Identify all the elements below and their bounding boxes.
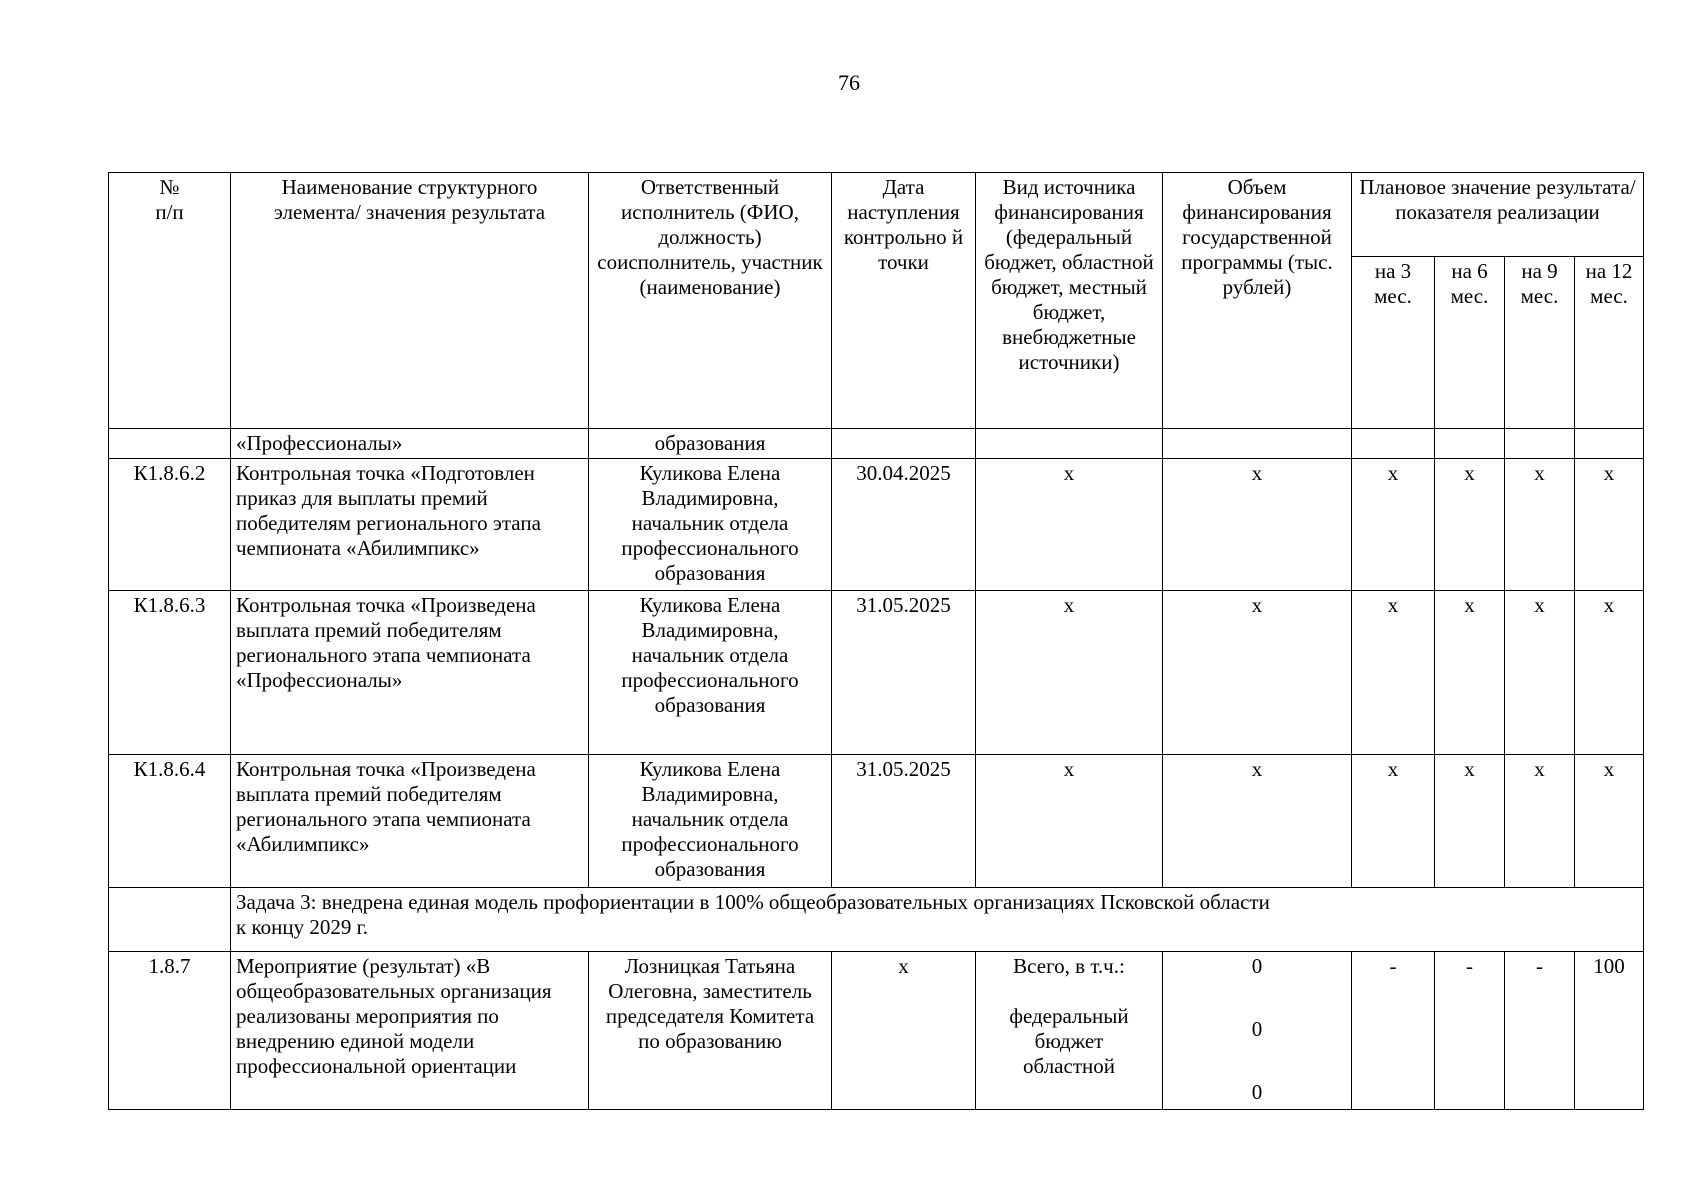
cell-m3: - bbox=[1352, 952, 1435, 1110]
source-regional: областной bbox=[1023, 1054, 1115, 1078]
continuation-row bbox=[109, 429, 1644, 459]
cell-source bbox=[976, 952, 1163, 1110]
cell-m9: - bbox=[1505, 952, 1575, 1110]
cell-m6: х bbox=[1435, 591, 1505, 755]
cell-m6: х bbox=[1435, 755, 1505, 888]
header-m3: на 3 мес. bbox=[1352, 257, 1435, 429]
cell-source: х bbox=[976, 755, 1163, 888]
cell-executor: образования bbox=[589, 429, 832, 459]
cell-date: 31.05.2025 bbox=[832, 591, 976, 755]
spacer bbox=[1168, 1042, 1346, 1080]
cell-m6: - bbox=[1435, 952, 1505, 1110]
cell-num: К1.8.6.4 bbox=[109, 755, 231, 888]
cell-name: Мероприятие (результат) «В общеобразовательных организация реализованы мероприятия по внедрению единой модели профессиональной ориентации bbox=[231, 952, 589, 1110]
cell-executor: Куликова Елена Владимировна, начальник отдела профессионального образования bbox=[589, 459, 832, 591]
cell-name: Контрольная точка «Произведена выплата премий победителям регионального этапа чемпионата «Профессионалы» bbox=[231, 591, 589, 755]
cell-m3: х bbox=[1352, 755, 1435, 888]
cell-volume bbox=[1163, 429, 1352, 459]
header-m9: на 9 мес. bbox=[1505, 257, 1575, 429]
cell-executor: Лозницкая Татьяна Олеговна, заместитель председателя Комитета по образованию bbox=[589, 952, 832, 1110]
cell-source: х bbox=[976, 591, 1163, 755]
cell-date: х bbox=[832, 952, 976, 1110]
cell-num bbox=[109, 888, 231, 952]
cell-source bbox=[976, 429, 1163, 459]
cell-source: х bbox=[976, 459, 1163, 591]
header-plan: Плановое значение результата/показателя реализации bbox=[1352, 173, 1644, 257]
header-volume: Объем финансирования государственной программы (тыс. рублей) bbox=[1163, 173, 1352, 429]
cell-m12: х bbox=[1575, 755, 1644, 888]
cell-m9: х bbox=[1505, 591, 1575, 755]
cell-date: 31.05.2025 bbox=[832, 755, 976, 888]
cell-volume: х bbox=[1163, 591, 1352, 755]
cell-name: Контрольная точка «Произведена выплата премий победителям регионального этапа чемпионата «Абилимпикс» bbox=[231, 755, 589, 888]
cell-m12 bbox=[1575, 429, 1644, 459]
cell-m9 bbox=[1505, 429, 1575, 459]
spacer bbox=[1168, 979, 1346, 1017]
cell-name: Контрольная точка «Подготовлен приказ для выплаты премий победителям регионального этапа чемпионата «Абилимпикс» bbox=[231, 459, 589, 591]
cell-m3: х bbox=[1352, 459, 1435, 591]
header-num: № п/п bbox=[109, 173, 231, 429]
task-row bbox=[109, 888, 1644, 952]
source-total: Всего, в т.ч.: bbox=[1013, 954, 1125, 978]
spacer bbox=[981, 979, 1157, 1004]
volume-federal: 0 bbox=[1251, 1017, 1263, 1041]
cell-m6: х bbox=[1435, 459, 1505, 591]
header-m6: на 6 мес. bbox=[1435, 257, 1505, 429]
cell-volume bbox=[1163, 952, 1352, 1110]
cell-m6 bbox=[1435, 429, 1505, 459]
header-executor: Ответственный исполнитель (ФИО, должность) соисполнитель, участник (наименование) bbox=[589, 173, 832, 429]
cell-m12: 100 bbox=[1575, 952, 1644, 1110]
page-number: 76 bbox=[838, 70, 860, 95]
cell-date bbox=[832, 429, 976, 459]
cell-num bbox=[109, 429, 231, 459]
cell-executor: Куликова Елена Владимировна, начальник отдела профессионального образования bbox=[589, 755, 832, 888]
cell-volume: х bbox=[1163, 459, 1352, 591]
header-date: Дата наступления контрольно й точки bbox=[832, 173, 976, 429]
table-row bbox=[109, 591, 1644, 755]
cell-m12: х bbox=[1575, 459, 1644, 591]
table-row bbox=[109, 459, 1644, 591]
source-federal: федеральный бюджет bbox=[1009, 1004, 1129, 1053]
cell-m9: х bbox=[1505, 459, 1575, 591]
volume-total: 0 bbox=[1251, 954, 1263, 978]
cell-name: «Профессионалы» bbox=[231, 429, 589, 459]
cell-num: К1.8.6.2 bbox=[109, 459, 231, 591]
cell-num: 1.8.7 bbox=[109, 952, 231, 1110]
header-row bbox=[109, 173, 1644, 257]
cell-date: 30.04.2025 bbox=[832, 459, 976, 591]
cell-m12: х bbox=[1575, 591, 1644, 755]
cell-m3 bbox=[1352, 429, 1435, 459]
cell-executor: Куликова Елена Владимировна, начальник отдела профессионального образования bbox=[589, 591, 832, 755]
header-source: Вид источника финансирования (федеральный бюджет, областной бюджет, местный бюджет, внебюджетные источники) bbox=[976, 173, 1163, 429]
table-row bbox=[109, 952, 1644, 1110]
cell-m3: х bbox=[1352, 591, 1435, 755]
header-name: Наименование структурного элемента/ значения результата bbox=[231, 173, 589, 429]
header-m12: на 12 мес. bbox=[1575, 257, 1644, 429]
table-row bbox=[109, 755, 1644, 888]
volume-regional: 0 bbox=[1251, 1080, 1263, 1104]
cell-num: К1.8.6.3 bbox=[109, 591, 231, 755]
program-plan-table bbox=[108, 172, 1644, 1110]
cell-volume: х bbox=[1163, 755, 1352, 888]
task-title: Задача 3: внедрена единая модель профориентации в 100% общеобразовательных организациях Псковской области к концу 2029 г. bbox=[231, 888, 1644, 952]
cell-m9: х bbox=[1505, 755, 1575, 888]
